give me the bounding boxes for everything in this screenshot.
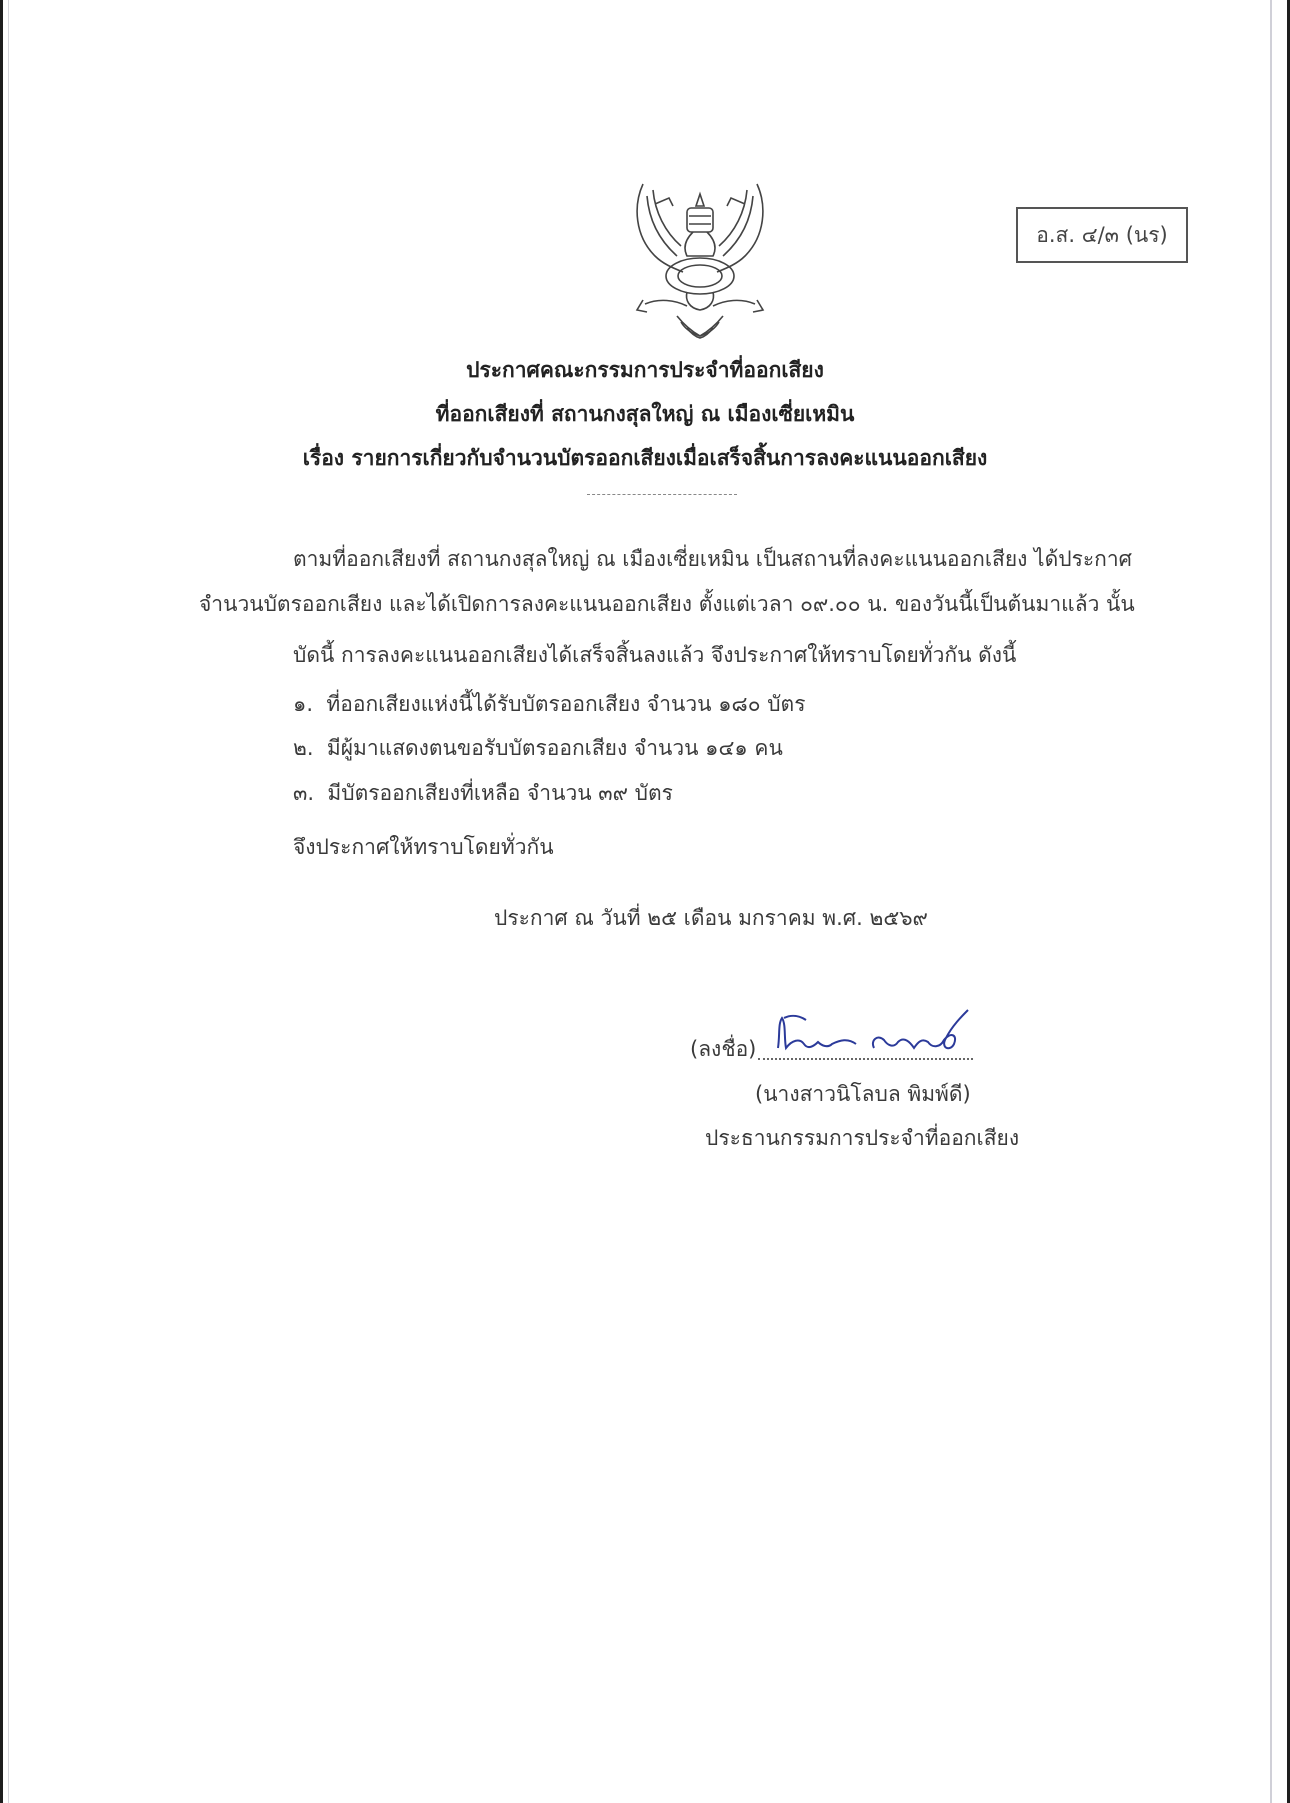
form-code: อ.ส. ๔/๓ (นร) <box>1036 222 1168 247</box>
list-item <box>293 734 783 762</box>
list-item-text: ที่ออกเสียงแห่งนี้ได้รับบัตรออกเสียง จำนวน ๑๘๐ บัตร <box>326 692 806 716</box>
list-item <box>293 690 805 718</box>
page-border-left <box>8 0 9 1803</box>
paragraph-line-1: ตามที่ออกเสียงที่ สถานกงสุลใหญ่ ณ เมืองเซี่ยเหมิน เป็นสถานที่ลงคะแนนออกเสียง ได้ประกาศ <box>293 547 1132 571</box>
handwritten-signature-icon <box>770 1004 980 1064</box>
garuda-emblem-icon <box>625 176 775 346</box>
list-item <box>293 779 673 807</box>
signature-label: (ลงชื่อ) <box>690 1037 757 1061</box>
list-item-number: ๑. <box>293 692 314 716</box>
closing-statement: จึงประกาศให้ทราบโดยทั่วกัน <box>293 835 554 859</box>
list-item-text: มีบัตรออกเสียงที่เหลือ จำนวน ๓๙ บัตร <box>327 781 673 805</box>
list-item-text: มีผู้มาแสดงตนขอรับบัตรออกเสียง จำนวน ๑๔๑ คน <box>326 736 783 760</box>
form-code-box <box>1016 207 1188 263</box>
heading-line-2: ที่ออกเสียงที่ สถานกงสุลใหญ่ ณ เมืองเซี่ยเหมิน <box>435 402 855 426</box>
date-line: ประกาศ ณ วันที่ ๒๕ เดือน มกราคม พ.ศ. ๒๕๖๙ <box>494 906 928 930</box>
heading-line-1: ประกาศคณะกรรมการประจำที่ออกเสียง <box>466 358 824 382</box>
signatory-name: (นางสาวนิโลบล พิมพ์ดี) <box>755 1082 971 1106</box>
heading-divider <box>587 494 737 495</box>
heading-subject: เรื่อง รายการเกี่ยวกับจำนวนบัตรออกเสียงเมื่อเสร็จสิ้นการลงคะแนนออกเสียง <box>302 446 988 470</box>
photo-edge-left <box>0 0 3 1803</box>
signatory-position: ประธานกรรมการประจำที่ออกเสียง <box>705 1126 1020 1150</box>
page-border-right <box>1270 0 1272 1803</box>
paragraph-line-3: บัดนี้ การลงคะแนนออกเสียงได้เสร็จสิ้นลงแล้ว จึงประกาศให้ทราบโดยทั่วกัน ดังนี้ <box>293 643 1017 667</box>
list-item-number: ๓. <box>293 781 315 805</box>
list-item-number: ๒. <box>293 736 314 760</box>
signature-line <box>758 1058 973 1060</box>
paragraph-line-2: จำนวนบัตรออกเสียง และได้เปิดการลงคะแนนออกเสียง ตั้งแต่เวลา ๐๙.๐๐ น. ของวันนี้เป็นต้นมาแล้ว นั้น <box>199 592 1135 616</box>
